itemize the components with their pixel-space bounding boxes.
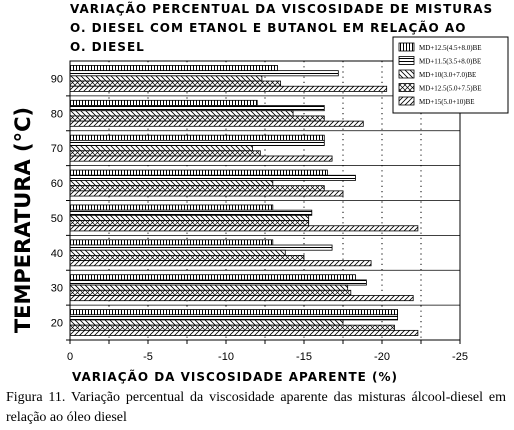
bar-30-series-5 [70, 295, 413, 300]
bar-20-series-3 [70, 320, 343, 325]
bar-70-series-3 [70, 146, 253, 151]
x-tick-label: -10 [218, 351, 234, 363]
chart-title-line-2: O. DIESEL COM ETANOL E BUTANOL EM RELAÇÃO AO [70, 21, 467, 35]
bar-30-series-3 [70, 285, 348, 290]
bar-50-series-3 [70, 215, 309, 220]
legend-swatch [399, 57, 414, 65]
bar-30-series-4 [70, 290, 351, 295]
x-axis-label: VARIAÇÃO DA VISCOSIDADE APARENTE (%) [71, 370, 399, 384]
bar-50-series-4 [70, 221, 309, 226]
bar-90-series-4 [70, 81, 281, 86]
legend-swatch [399, 97, 414, 105]
y-tick-label: 20 [50, 317, 63, 330]
bar-70-series-1 [70, 135, 324, 140]
bar-40-series-1 [70, 240, 273, 245]
chart-title-line-3: O. DIESEL [70, 40, 145, 54]
bar-60-series-1 [70, 170, 327, 175]
bar-70-series-5 [70, 156, 332, 161]
bar-70-series-2 [70, 140, 324, 145]
bar-20-series-4 [70, 325, 394, 330]
bar-50-series-2 [70, 210, 312, 215]
bar-40-series-5 [70, 261, 371, 266]
bar-20-series-2 [70, 315, 398, 320]
x-tick-label: 0 [66, 351, 74, 363]
bar-40-series-2 [70, 245, 332, 250]
legend-entry: MD+15(5.0+10)BE [419, 98, 475, 106]
legend-entry: MD+10(3.0+7.0)BE [419, 71, 477, 79]
bar-90-series-3 [70, 76, 262, 81]
bar-40-series-4 [70, 255, 304, 260]
bar-90-series-5 [70, 86, 387, 91]
bar-90-series-2 [70, 71, 338, 76]
bar-70-series-4 [70, 151, 260, 156]
bar-50-series-1 [70, 205, 273, 210]
bar-80-series-5 [70, 121, 363, 126]
bar-60-series-5 [70, 191, 343, 196]
bar-20-series-1 [70, 310, 398, 315]
bar-60-series-2 [70, 175, 355, 180]
chart-title-line-1: VARIAÇÃO PERCENTUAL DA VISCOSIDADE DE MISTURAS [70, 2, 494, 16]
bar-60-series-4 [70, 186, 324, 191]
legend-swatch [399, 70, 414, 78]
bar-80-series-3 [70, 111, 293, 116]
bar-90-series-1 [70, 65, 277, 70]
legend-swatch [399, 84, 414, 92]
legend-swatch [399, 43, 414, 51]
legend-entry: MD+12.5(5.0+7.5)BE [419, 84, 482, 93]
bar-40-series-3 [70, 250, 285, 255]
bar-80-series-2 [70, 106, 324, 111]
legend [393, 37, 508, 113]
x-tick-label: -20 [374, 351, 390, 363]
bar-30-series-1 [70, 275, 355, 280]
bar-50-series-5 [70, 226, 418, 231]
bar-80-series-4 [70, 116, 324, 121]
bar-20-series-5 [70, 330, 418, 335]
y-tick-label: 60 [50, 178, 63, 191]
y-tick-label: 50 [50, 212, 63, 225]
bar-80-series-1 [70, 100, 257, 105]
figure-caption: Figura 11. Variação percentual da viscosidade aparente das misturas álcool-diesel em relação ao óleo diesel [6, 390, 506, 425]
y-tick-label: 80 [50, 108, 63, 121]
bar-60-series-3 [70, 180, 273, 185]
y-tick-labels [51, 73, 63, 329]
legend-entry: MD+11.5(3.5+8.0)BE [419, 57, 482, 66]
bar-30-series-2 [70, 280, 366, 285]
x-tick-labels [67, 351, 468, 363]
y-tick-label: 90 [50, 73, 63, 86]
x-tick-label: -25 [452, 351, 468, 363]
y-tick-label: 40 [50, 247, 63, 260]
x-tick-label: -5 [143, 351, 153, 363]
y-tick-label: 70 [50, 143, 63, 156]
x-tick-label: -15 [296, 351, 312, 363]
y-axis-label: TEMPERATURA (°C) [11, 106, 35, 334]
legend-entry: MD+12.5(4.5+8.0)BE [419, 44, 482, 52]
y-tick-label: 30 [50, 282, 63, 295]
